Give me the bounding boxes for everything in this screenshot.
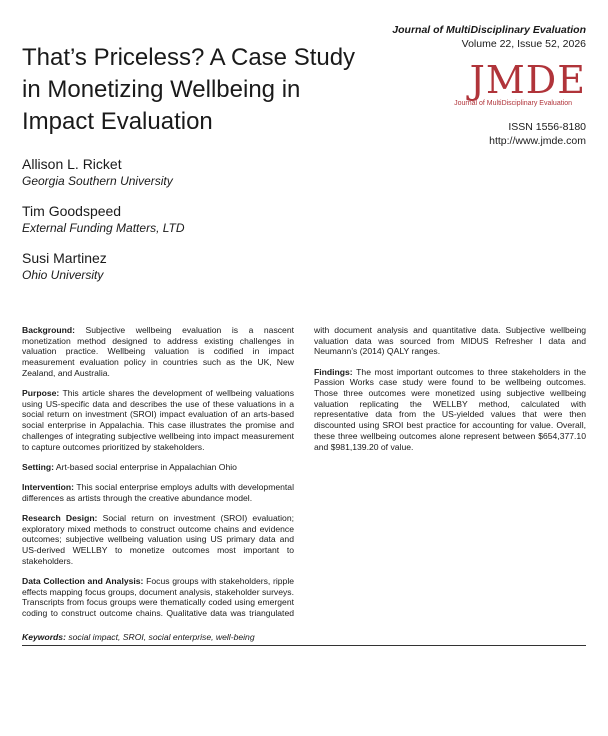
- abstract-data-collection: Data Collection and Analysis: Focus groups with stakeholders, ripple effects mapping focus groups, document analysis, stakeholder surveys. Transcripts from focus groups were thematically coded using emergent coding to construct outcome chains. Qualitative data was triangulated with document analysis and quantitative data. Subjective wellbeing valuation data was sourced from MIDUS Refresher I data and Neumann’s (2014) QALY ranges.: [22, 325, 586, 618]
- logo-subtext: Journal of MultiDisciplinary Evaluation: [454, 100, 572, 107]
- author-affiliation: Georgia Southern University: [22, 174, 173, 188]
- abstract-findings: Findings: The most important outcomes to three stakeholders in the Passion Works case study were found to be wellbeing outcomes. Those three outcomes were monetized using subjective wellbeing valuation replicating the WELLBY method, calculated with representative data from the US-yielded values that were then discounted using SROI best practice for accounting for value. Overall, these three wellbeing outcomes alone represent between $654,377.10 and $981,139.20 of value.: [314, 366, 586, 452]
- author-block: [22, 202, 185, 236]
- author-block: [22, 155, 185, 189]
- issn: ISSN 1556-8180: [508, 121, 586, 133]
- journal-masthead: [326, 24, 586, 148]
- abstract: [22, 325, 586, 623]
- volume-issue: Volume 22, Issue 52, 2026: [461, 38, 586, 50]
- author-block: [22, 249, 185, 283]
- article-title: That’s Priceless? A Case Study in Monetizing Wellbeing in Impact Evaluation: [22, 44, 356, 135]
- author-name: Allison L. Ricket: [22, 156, 122, 172]
- keywords: Keywords: social impact, SROI, social enterprise, well-being: [22, 632, 255, 642]
- author-name: Tim Goodspeed: [22, 203, 122, 219]
- author-name: Susi Martinez: [22, 250, 107, 266]
- author-list: [22, 155, 185, 296]
- logo-wordmark: JMDE: [469, 58, 586, 102]
- abstract-purpose: Purpose: This article shares the development of wellbeing valuations using US-specific data and describes the use of these valuations in a social return on investment (SROI) impact evaluation of an arts-based social enterprise in Appalachia. This case illustrates the promise and challenges of integrating subjective wellbeing into impact measurement to capture outcomes prioritized by stakeholders.: [22, 388, 294, 452]
- abstract-background: Background: Subjective wellbeing evaluation is a nascent monetization method designed to address existing challenges in valuation practice. Wellbeing valuation is codified in impact measurement evaluation policy in countries such as the UK, New Zealand, and Australia.: [22, 325, 294, 378]
- journal-name: Journal of MultiDisciplinary Evaluation: [392, 24, 586, 36]
- author-affiliation: Ohio University: [22, 268, 104, 282]
- abstract-intervention: Intervention: This social enterprise employs adults with developmental differences as artists through the creative abundance model.: [22, 481, 294, 503]
- author-affiliation: External Funding Matters, LTD: [22, 221, 185, 235]
- keywords-divider: [22, 645, 586, 646]
- abstract-setting: Setting: Art-based social enterprise in Appalachian Ohio: [22, 461, 237, 472]
- journal-url[interactable]: http://www.jmde.com: [489, 135, 586, 147]
- journal-logo: [326, 58, 586, 108]
- abstract-research-design: Research Design: Social return on investment (SROI) evaluation; exploratory mixed methods to construct outcome chains and evidence outcomes; subjective wellbeing valuation using US primary data and US-derived WELLBY to monetize outcomes most important to stakeholders.: [22, 512, 294, 566]
